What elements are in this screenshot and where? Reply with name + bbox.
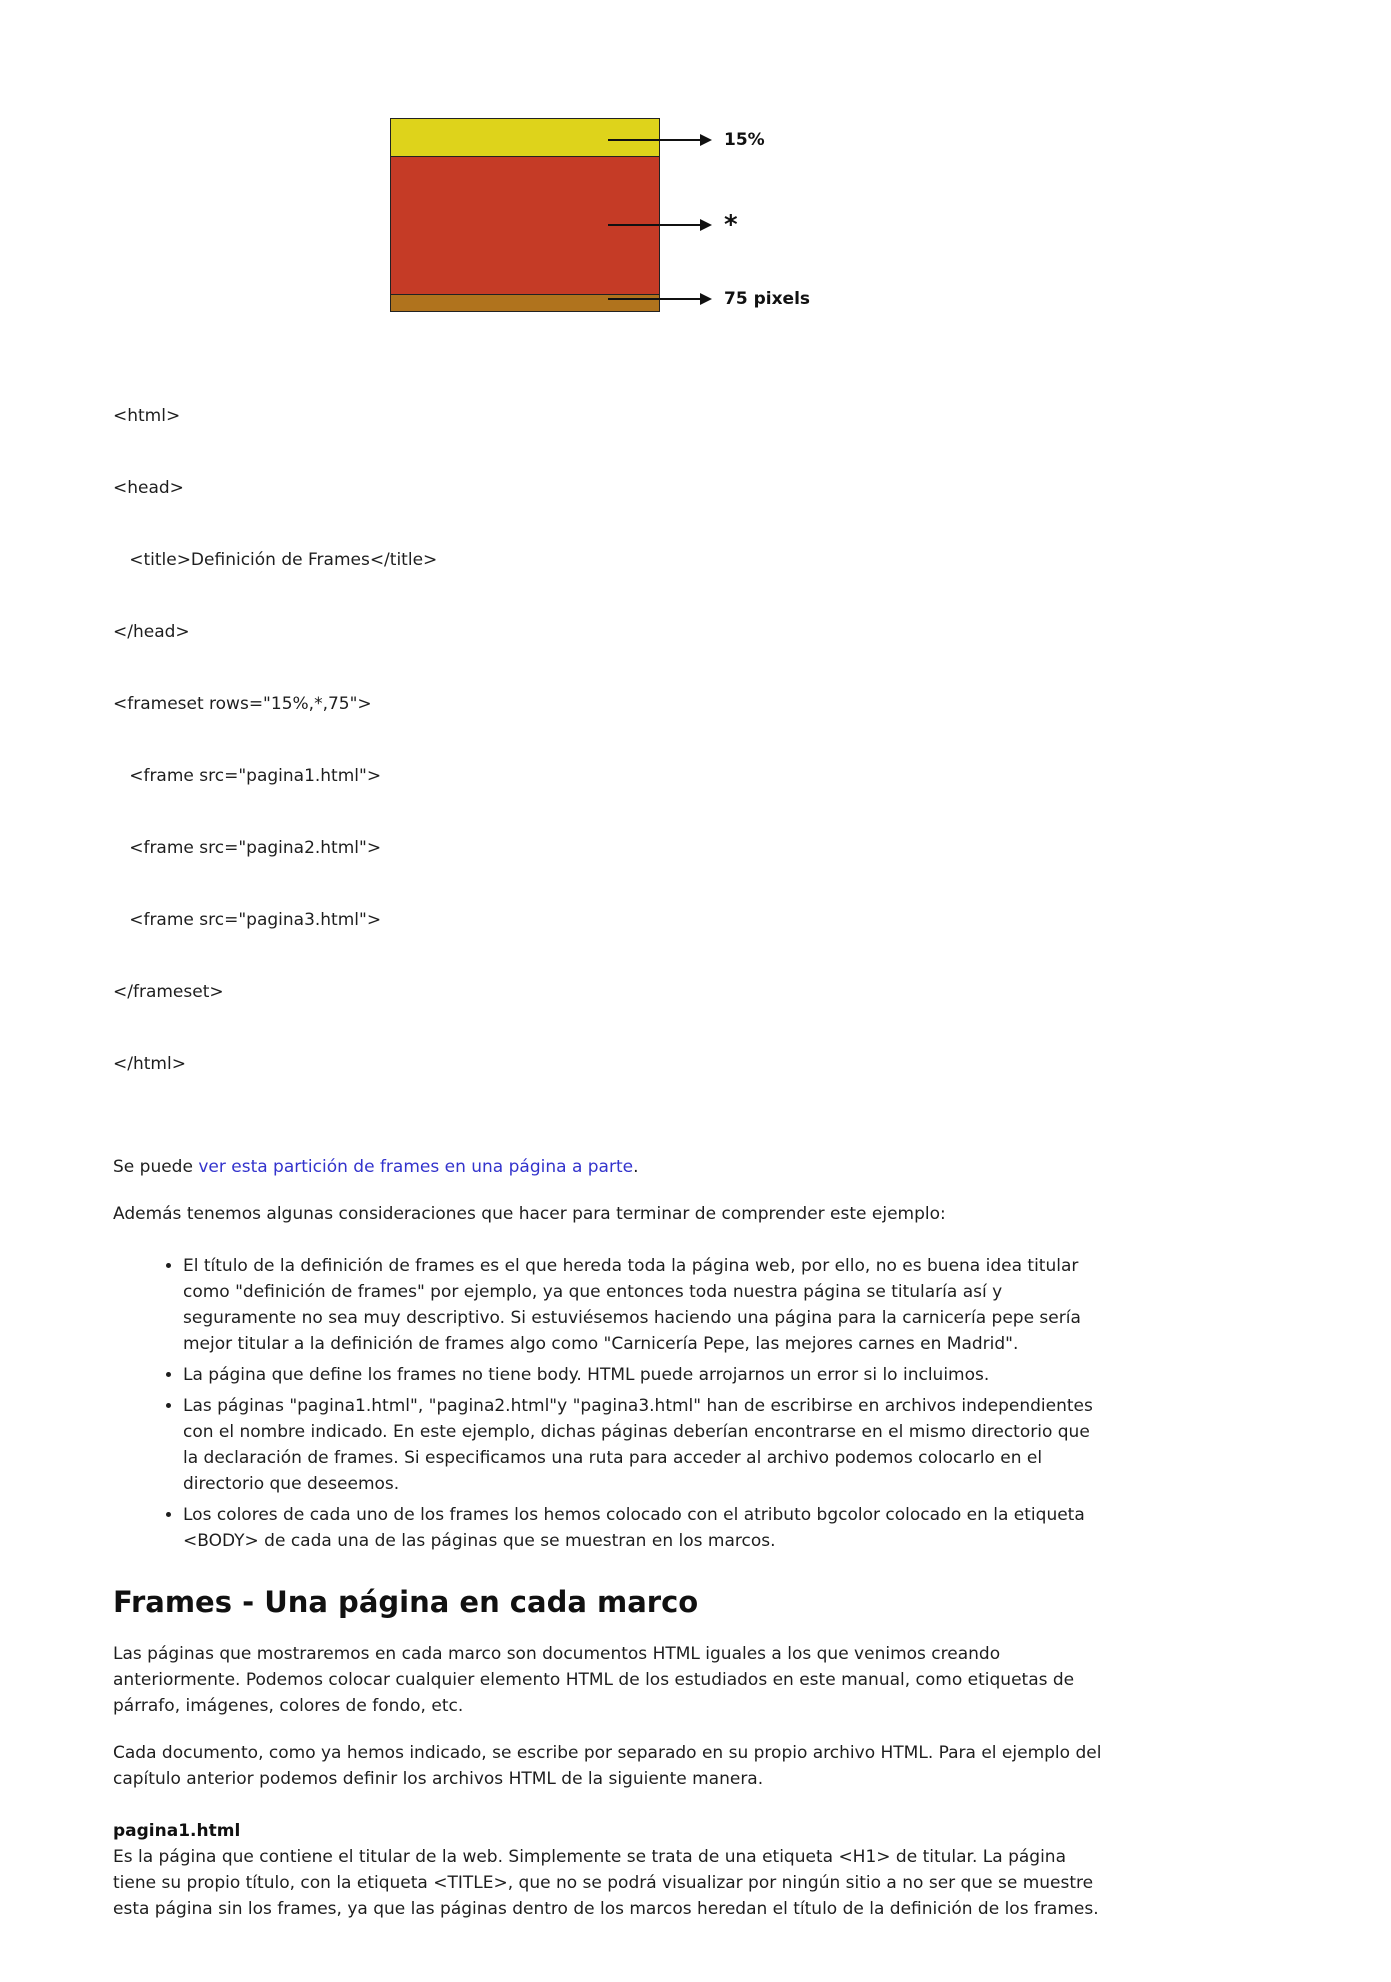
- code-line: <html>: [113, 406, 181, 426]
- arrow-right-icon: [700, 134, 712, 146]
- section-paragraph-1: Las páginas que mostraremos en cada marco son documentos HTML iguales a los que venimos creando anteriormente. Podemos colocar cualquier elemento HTML de los estudiados en este manual, como etiquetas de párrafo, imágenes, colores de fondo, etc.: [113, 1644, 1075, 1716]
- arrow-line: [608, 139, 700, 141]
- code-line: <frameset rows="15%,*,75">: [113, 694, 372, 714]
- intro-paragraph: Además tenemos algunas consideraciones que hacer para terminar de comprender este ejemplo:: [113, 1204, 946, 1224]
- callout-label-bottom: 75 pixels: [724, 289, 811, 309]
- arrow-right-icon: [700, 293, 712, 305]
- code-line: <frame src="pagina3.html">: [113, 910, 382, 930]
- callout-label-middle: *: [724, 210, 738, 240]
- code-line: <title>Definición de Frames</title>: [113, 550, 438, 570]
- frames-partition-link[interactable]: ver esta partición de frames en una página a parte: [198, 1157, 634, 1177]
- code-line: </frameset>: [113, 982, 224, 1002]
- frameset-diagram: [390, 118, 1090, 314]
- callout-bottom: [608, 287, 810, 311]
- callout-top: [608, 128, 765, 152]
- code-line: <head>: [113, 478, 184, 498]
- code-line: </html>: [113, 1054, 186, 1074]
- code-line: <frame src="pagina2.html">: [113, 838, 382, 858]
- arrow-right-icon: [700, 219, 712, 231]
- arrow-line: [608, 224, 700, 226]
- pagina1-paragraph: Es la página que contiene el titular de la web. Simplemente se trata de una etiqueta <H1> de titular. La página tiene su propio título, con la etiqueta <TITLE>, que no se podrá visualizar por ningún sitio a no ser que se muestre esta página sin los frames, ya que las páginas dentro de los marcos heredan el título de la definición de los frames.: [113, 1847, 1099, 1919]
- arrow-line: [608, 298, 700, 300]
- callout-middle: [608, 210, 738, 240]
- section-paragraph-2: Cada documento, como ya hemos indicado, se escribe por separado en su propio archivo HTML. Para el ejemplo del capítulo anterior podemos definir los archivos HTML de la siguiente manera.: [113, 1743, 1102, 1789]
- pagina1-heading: pagina1.html: [113, 1821, 241, 1841]
- link-paragraph: [113, 1154, 1103, 1180]
- list-item: • Los colores de cada uno de los frames los hemos colocado con el atributo bgcolor colocado en la etiqueta <BODY> de cada una de las páginas que se muestran en los marcos.: [183, 1502, 1103, 1554]
- code-line: </head>: [113, 622, 190, 642]
- link-paragraph-before: Se puede: [113, 1157, 199, 1177]
- list-item: • La página que define los frames no tiene body. HTML puede arrojarnos un error si lo incluimos.: [183, 1362, 1103, 1388]
- list-item: • El título de la definición de frames es el que hereda toda la página web, por ello, no es buena idea titular como "definición de frames" por ejemplo, ya que entonces toda nuestra página se titularía así y seguramente no sea muy descriptivo. Si estuviésemos haciendo una página para la carnicería pepe sería mejor titular a la definición de frames algo como "Carnicería Pepe, las mejores carnes en Madrid".: [183, 1253, 1103, 1357]
- link-paragraph-after: .: [633, 1157, 639, 1177]
- section-heading: Frames - Una página en cada marco: [113, 1585, 699, 1619]
- list-item: • Las páginas "pagina1.html", "pagina2.html"y "pagina3.html" han de escribirse en archivos independientes con el nombre indicado. En este ejemplo, dichas páginas deberían encontrarse en el mismo directorio que la declaración de frames. Si especificamos una ruta para acceder al archivo podemos colocarlo en el directorio que deseemos.: [183, 1393, 1103, 1497]
- code-line: <frame src="pagina1.html">: [113, 766, 382, 786]
- considerations-list: [113, 1253, 1103, 1554]
- callout-label-top: 15%: [724, 130, 765, 150]
- code-block: [113, 356, 1103, 1124]
- document-page: [113, 118, 1103, 1982]
